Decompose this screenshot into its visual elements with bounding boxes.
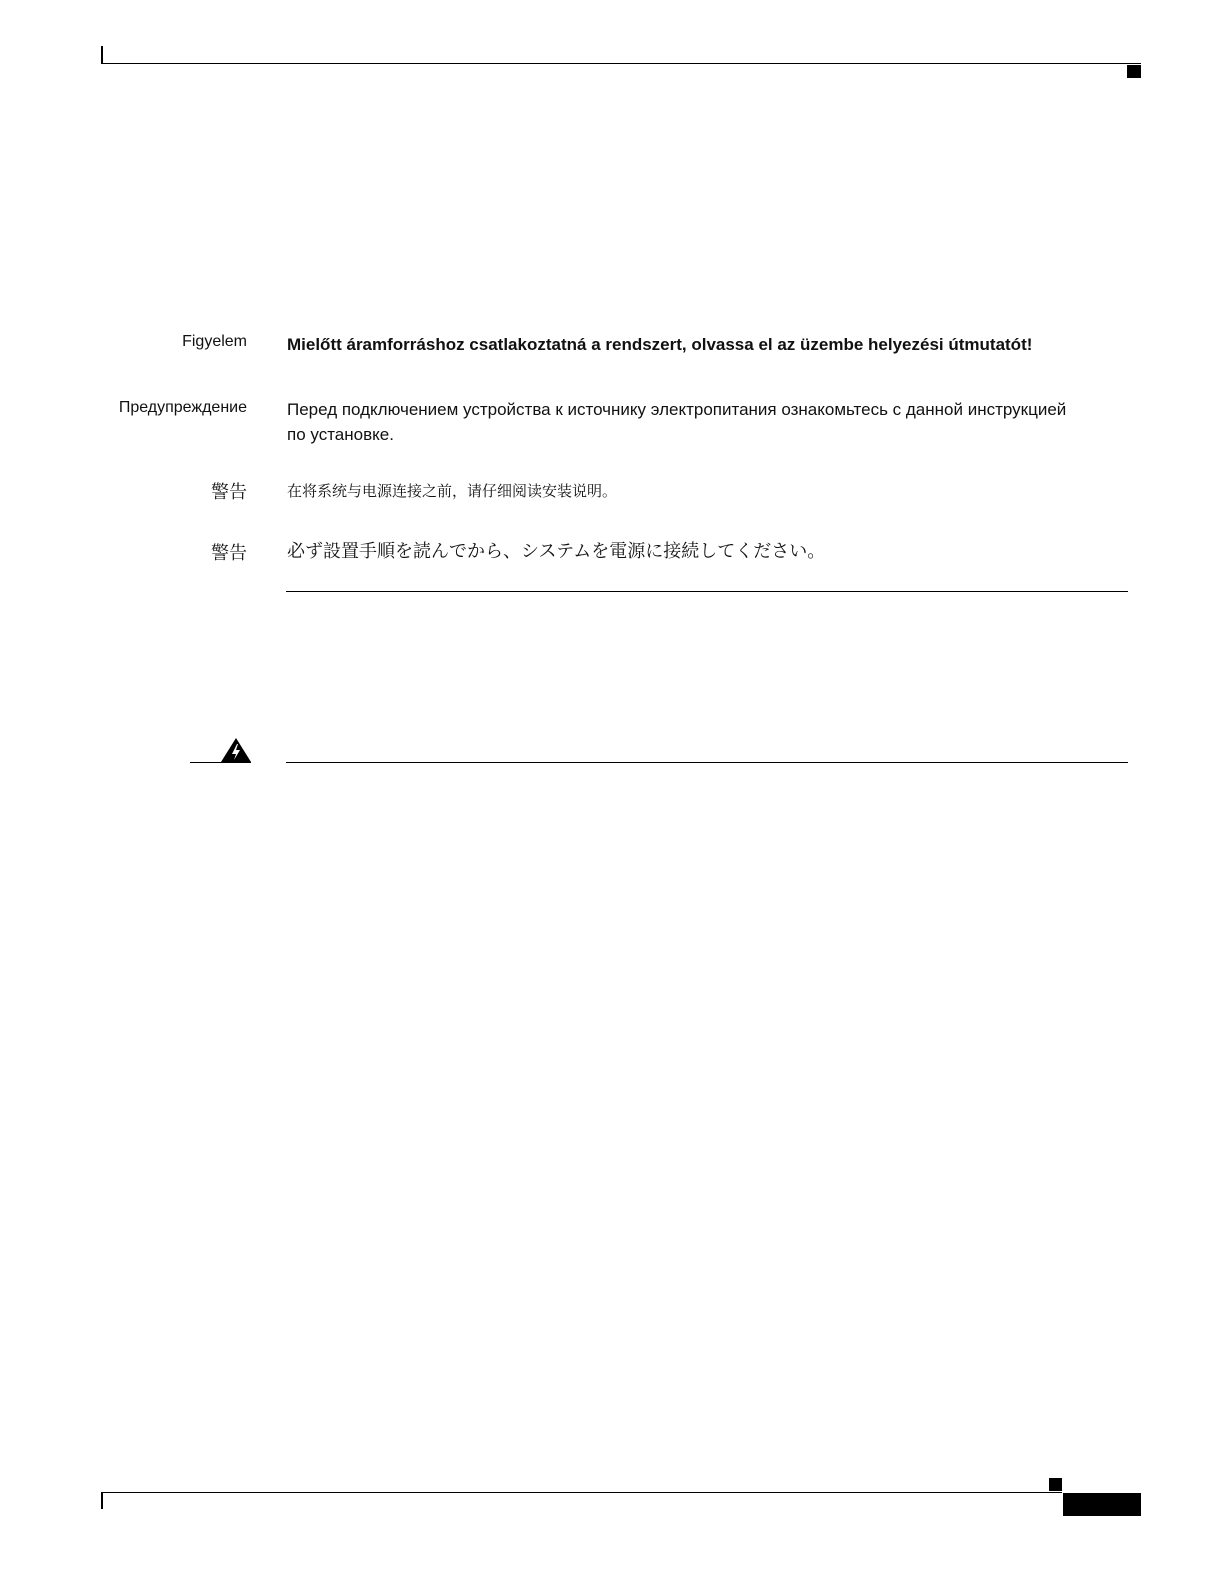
warning-label: Figyelem: [182, 333, 247, 350]
warning-text: Mielőtt áramforráshoz csatlakoztatná a rendszert, olvassa el az üzembe helyezési útmutatót!: [287, 335, 1033, 354]
header-corner-mark: [1127, 65, 1141, 78]
warning-text: 在将系统与电源连接之前，请仔细阅读安装说明。: [287, 483, 618, 500]
warning-text: Перед подключением устройства к источнику электропитания ознакомьтесь с данной инструкцией по установке.: [287, 400, 1067, 444]
warning-text: 必ず設置手順を読んでから、システムを電源に接続してください。: [287, 541, 826, 561]
footer-page-tab: [1063, 1493, 1141, 1516]
warning-label: 警告: [211, 482, 247, 502]
footer-rule: [101, 1492, 1062, 1493]
warning-label: 警告: [211, 543, 247, 563]
header-rule: [101, 63, 1141, 64]
section-rule: [286, 591, 1128, 592]
footer-corner-mark: [1049, 1478, 1062, 1491]
header-tick-mark: [101, 46, 103, 63]
footer-tick-mark: [101, 1493, 103, 1509]
warning-label: Предупреждение: [118, 399, 247, 416]
icon-rule: [190, 762, 251, 763]
warning-lightning-icon: [220, 737, 252, 763]
warning-rule: [286, 762, 1128, 763]
